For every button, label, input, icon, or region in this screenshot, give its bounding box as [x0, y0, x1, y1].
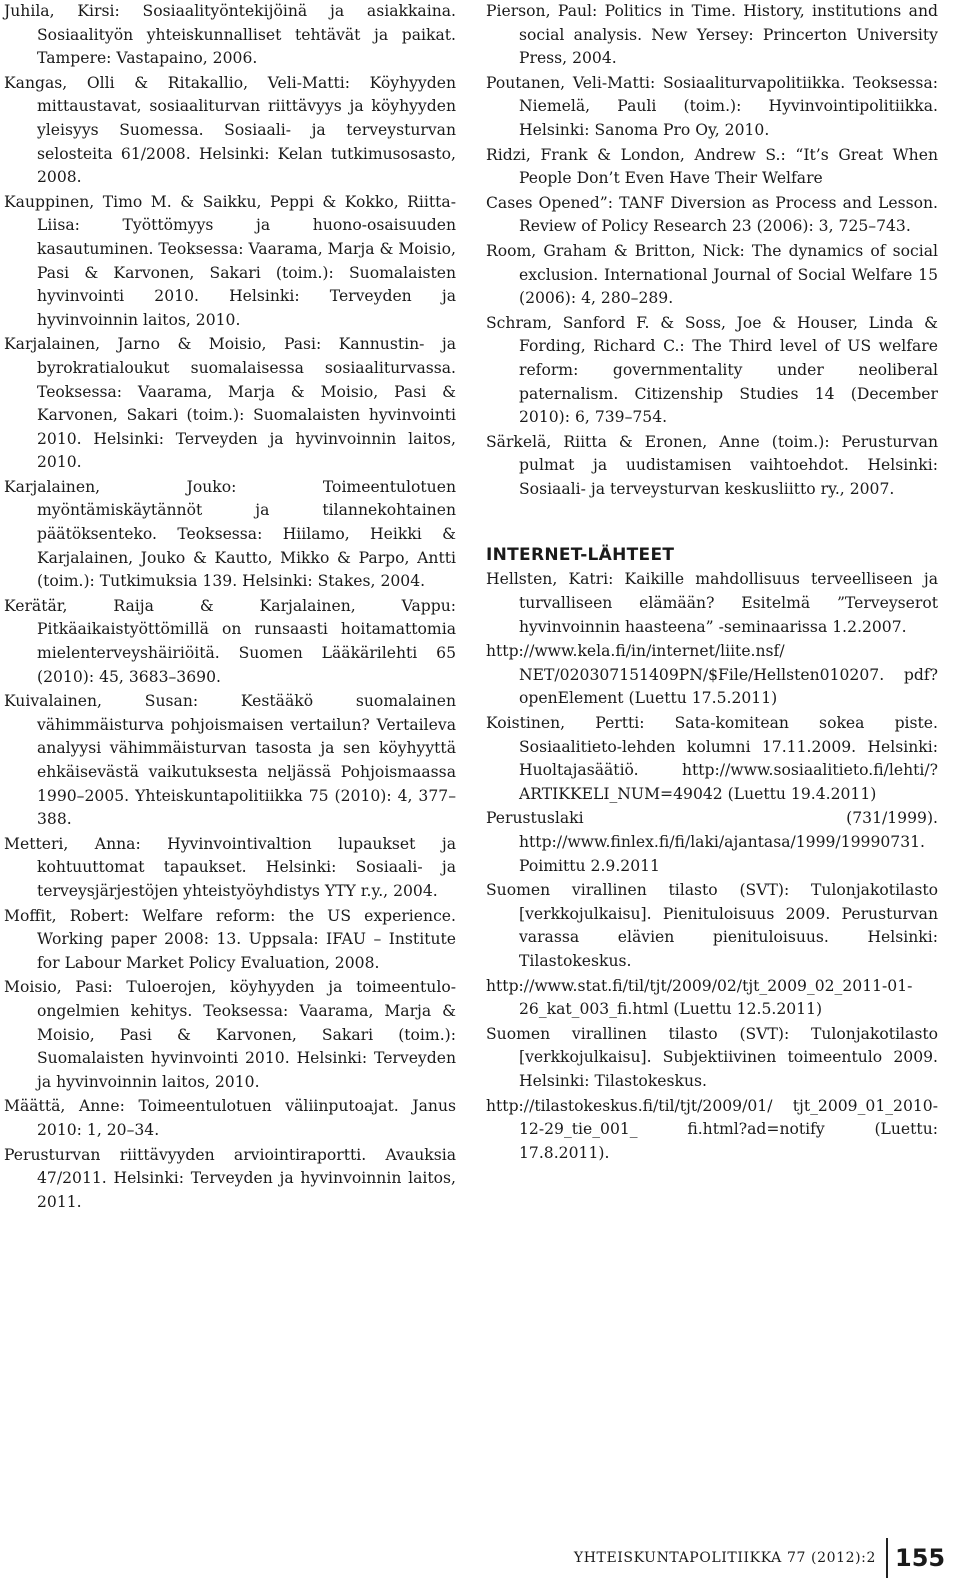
reference-entry: Cases Opened”: TANF Diversion as Process and Lesson. Review of Policy Research 23 (2006): 3, 725–743. — [486, 193, 938, 236]
internet-sources-heading: INTERNET-LÄHTEET — [486, 545, 675, 566]
reference-entry: Kangas, Olli & Ritakallio, Veli-Matti: Köyhyyden mittaustavat, sosiaaliturvan riittävyys ja köyhyyden yleisyys Suomessa. Sosiaali- ja terveysturvan selosteita 61/2008. Helsinki: Kelan tutkimusosasto, 2008. — [4, 73, 456, 187]
reference-entry: Schram, Sanford F. & Soss, Joe & Houser, Linda & Fording, Richard C.: The Third level of US welfare reform: governmentality under neoliberal paternalism. Citizenship Studies 14 (December 2010): 6, 739–754. — [486, 313, 938, 427]
internet-reference-entry: Perustuslaki (731/1999). http://www.finlex.fi/fi/laki/ajantasa/1999/19990731. Poimittu 2.9.2011 — [486, 809, 938, 875]
reference-entry: Perusturvan riittävyyden arviointiraportti. Avauksia 47/2011. Helsinki: Terveyden ja hyvinvoinnin laitos, 2011. — [4, 1145, 456, 1211]
references-left-column — [4, 0, 456, 1215]
internet-reference-entry: Suomen virallinen tilasto (SVT): Tulonjakotilasto [verkkojulkaisu]. Subjektiivinen toimeentulo 2009. Helsinki: Tilastokeskus. — [486, 1024, 938, 1090]
internet-reference-entry: Koistinen, Pertti: Sata-komitean sokea piste. Sosiaalitieto-lehden kolumni 17.11.2009. Helsinki: Huoltajasäätiö. http://www.sosiaalitieto.fi/lehti/?ARTIKKELI_NUM=49042 (Luettu 19.4.2011) — [486, 714, 938, 803]
reference-entry: Kerätär, Raija & Karjalainen, Vappu: Pitkäaikaistyöttömillä on runsaasti hoitamattomia mielenterveyshäiriöitä. Suomen Lääkärilehti 65 (2010): 45, 3683–3690. — [4, 596, 456, 686]
page-footer — [0, 1538, 960, 1578]
journal-citation: YHTEISKUNTAPOLITIIKKA 77 (2012):2 — [573, 1550, 876, 1566]
internet-reference-entry: http://www.kela.fi/in/internet/liite.nsf/ NET/020307151409PN/$File/Hellsten010207. pdf?openElement (Luettu 17.5.2011) — [486, 642, 938, 708]
reference-entry: Karjalainen, Jouko: Toimeentulotuen myöntämiskäytännöt ja tilannekohtainen päätöksenteko. Teoksessa: Hiilamo, Heikki & Karjalainen, Jouko & Kautto, Mikko & Parpo, Antti (toim.): Tutkimuksia 139. Helsinki: Stakes, 2004. — [4, 477, 456, 591]
reference-entry: Metteri, Anna: Hyvinvointivaltion lupaukset ja kohtuuttomat tapaukset. Helsinki: Sosiaali- ja terveysjärjestöjen yhteistyöyhdistys YTY r.y., 2004. — [4, 834, 456, 900]
internet-reference-entry: Hellsten, Katri: Kaikille mahdollisuus terveelliseen ja turvalliseen elämään? Esitelmä ”Terveyserot hyvinvoinnin haasteena” -seminaarissa 1.2.2007. — [486, 570, 938, 636]
reference-entry: Moffit, Robert: Welfare reform: the US experience. Working paper 2008: 13. Uppsala: IFAU – Institute for Labour Market Policy Evaluation, 2008. — [4, 906, 456, 972]
reference-entry: Kuivalainen, Susan: Kestääkö suomalainen vähimmäisturva pohjoismaisen vertailun? Vertaileva analyysi vähimmäisturvan tasosta ja sen köyhyyttä ehkäisevästä vaikutuksesta neljässä Pohjoismaassa 1990–2005. Yhteiskuntapolitiikka 75 (2010): 4, 377–388. — [4, 692, 456, 829]
reference-entry: Juhila, Kirsi: Sosiaalityöntekijöinä ja asiakkaina. Sosiaalityön yhteiskunnalliset tehtävät ja paikat. Tampere: Vastapaino, 2006. — [4, 2, 456, 68]
reference-entry: Pierson, Paul: Politics in Time. History, institutions and social analysis. New Yersey: Princerton University Press, 2004. — [486, 2, 938, 68]
internet-reference-entry: http://www.stat.fi/til/tjt/2009/02/tjt_2009_02_2011-01-26_kat_003_fi.html (Luettu 12.5.2011) — [486, 976, 913, 1019]
reference-entry: Särkelä, Riitta & Eronen, Anne (toim.): Perusturvan pulmat ja uudistamisen vaihtoehdot. Helsinki: Sosiaali- ja terveysturvan keskusliitto ry., 2007. — [486, 432, 938, 498]
internet-reference-entry: Suomen virallinen tilasto (SVT): Tulonjakotilasto [verkkojulkaisu]. Pienituloisuus 2009. Perusturvan varassa elävien pienituloisuus. Helsinki: Tilastokeskus. — [486, 881, 938, 970]
reference-entry: Ridzi, Frank & London, Andrew S.: “It’s Great When People Don’t Even Have Their Welfare — [486, 145, 938, 188]
internet-reference-entry: http://tilastokeskus.fi/til/tjt/2009/01/ tjt_2009_01_2010-12-29_tie_001_ fi.html?ad=notify (Luettu: 17.8.2011). — [486, 1096, 938, 1162]
references-right-column — [486, 0, 938, 1166]
reference-entry: Room, Graham & Britton, Nick: The dynamics of social exclusion. International Journal of Social Welfare 15 (2006): 4, 280–289. — [486, 241, 938, 308]
reference-entry: Moisio, Pasi: Tuloerojen, köyhyyden ja toimeentulo-ongelmien kehitys. Teoksessa: Vaarama, Marja & Moisio, Pasi & Karvonen, Sakari (toim.): Suomalaisten hyvinvointi 2010. Helsinki: Terveyden ja hyvinvoinnin laitos, 2010. — [4, 978, 456, 1091]
reference-entry: Poutanen, Veli-Matti: Sosiaaliturvapolitiikka. Teoksessa: Niemelä, Pauli (toim.): Hyvinvointipolitiikka. Helsinki: Sanoma Pro Oy, 2010. — [486, 73, 938, 139]
reference-entry: Kauppinen, Timo M. & Saikku, Peppi & Kokko, Riitta-Liisa: Työttömyys ja huono-osaisuuden kasautuminen. Teoksessa: Vaarama, Marja & Moisio, Pasi & Karvonen, Sakari (toim.): Suomalaisten hyvinvointi 2010. Helsinki: Terveyden ja hyvinvoinnin laitos, 2010. — [4, 192, 456, 329]
reference-entry: Karjalainen, Jarno & Moisio, Pasi: Kannustin- ja byrokratialoukut suomalaisessa sosiaaliturvassa. Teoksessa: Vaarama, Marja & Moisio, Pasi & Karvonen, Sakari (toim.): Suomalaisten hyvinvointi 2010. Helsinki: Terveyden ja hyvinvoinnin laitos, 2010. — [4, 335, 456, 472]
reference-entry: Määttä, Anne: Toimeentulotuen väliinputoajat. Janus 2010: 1, 20–34. — [4, 1097, 456, 1139]
page-number: 155 — [895, 1544, 946, 1572]
footer-divider — [886, 1538, 888, 1578]
